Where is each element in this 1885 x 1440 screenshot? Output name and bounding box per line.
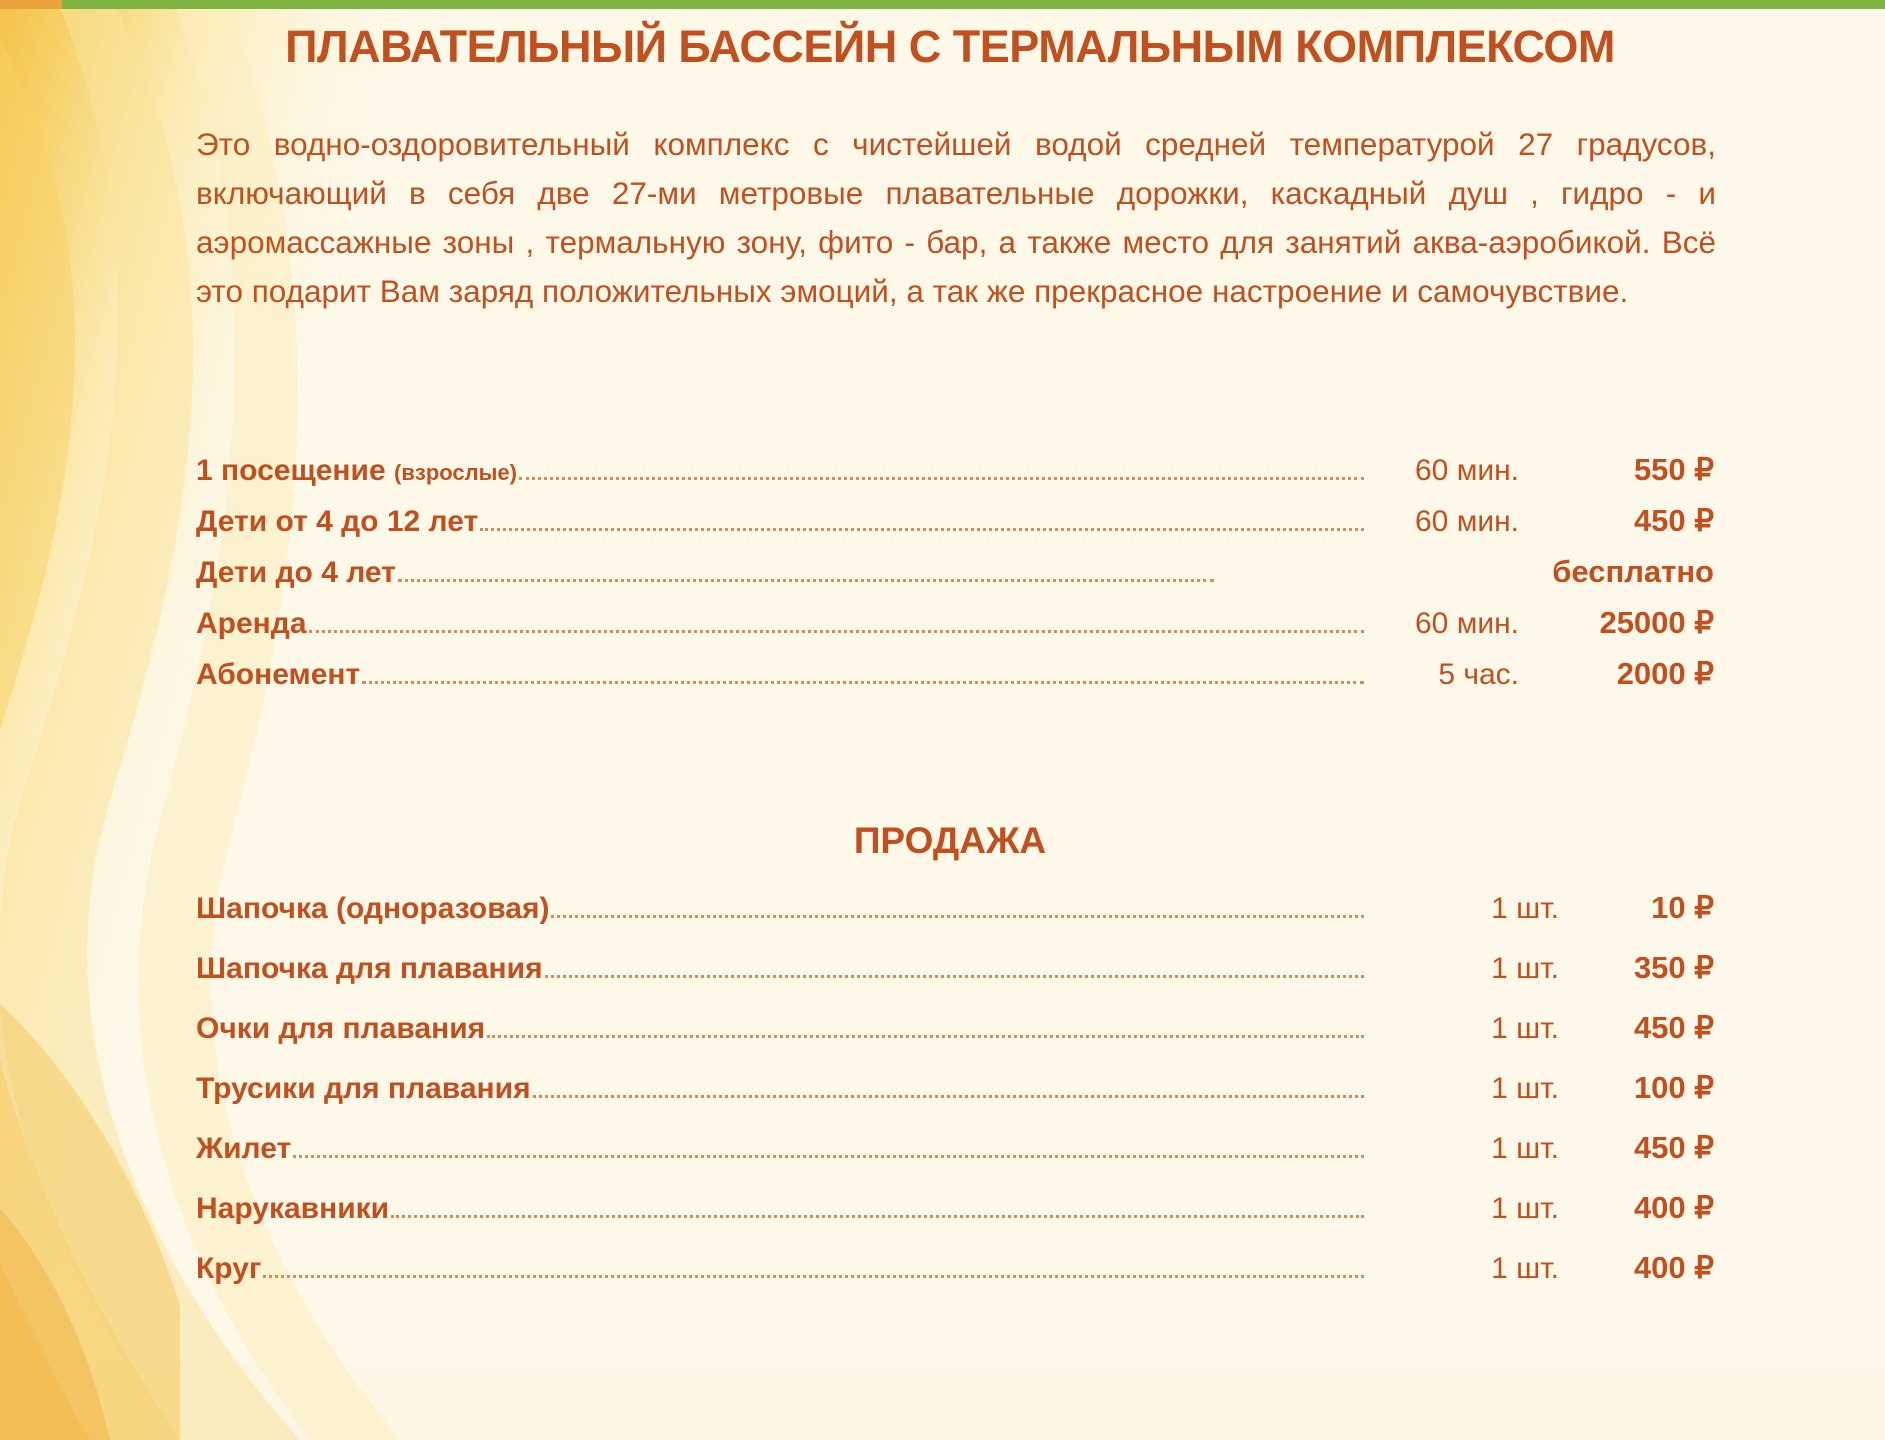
item-price: 10 ₽ <box>1651 890 1714 925</box>
service-duration: 60 мин. <box>1415 505 1519 538</box>
table-row <box>196 656 1714 692</box>
service-duration: 5 час. <box>1438 658 1519 691</box>
item-name: Нарукавники <box>196 1192 390 1225</box>
dot-leader <box>398 578 1214 582</box>
intro-paragraph: Это водно-оздоровительный комплекс с чистейшей водой средней температурой 27 градусов, включающий в себя две 27-ми метровые плавательные дорожки, каскадный душ , гидро - и аэромассажные зоны , термальную зону, фито - бар, а также место для занятий аква-аэробикой. Всё это подарит Вам заряд положительных эмоций, а так же прекрасное настроение и самочувствие. <box>196 126 1716 309</box>
item-qty: 1 шт. <box>1491 1132 1559 1165</box>
service-price: 25000 ₽ <box>1599 605 1714 640</box>
table-row <box>196 503 1714 539</box>
table-row <box>196 554 1714 590</box>
service-price: 2000 ₽ <box>1616 656 1714 691</box>
dot-leader <box>545 974 1364 978</box>
item-price: 100 ₽ <box>1633 1070 1714 1105</box>
table-row <box>196 1130 1714 1166</box>
table-row <box>196 1070 1714 1106</box>
dot-leader <box>391 1214 1364 1218</box>
item-price: 450 ₽ <box>1633 1010 1714 1045</box>
table-row <box>196 605 1714 641</box>
dot-leader <box>533 1094 1364 1098</box>
service-name: Абонемент <box>196 658 361 691</box>
table-row <box>196 1190 1714 1226</box>
services-price-list <box>196 452 1714 707</box>
service-name: Дети от 4 до 12 лет <box>196 505 479 538</box>
item-name: Шапочка для плавания <box>196 952 543 985</box>
dot-leader <box>551 914 1364 918</box>
table-row <box>196 1010 1714 1046</box>
table-row <box>196 950 1714 986</box>
item-qty: 1 шт. <box>1491 952 1559 985</box>
service-price: бесплатно <box>1552 554 1714 589</box>
item-price: 400 ₽ <box>1633 1190 1714 1225</box>
page-title: ПЛАВАТЕЛЬНЫЙ БАССЕЙН С ТЕРМАЛЬНЫМ КОМПЛЕКСОМ <box>285 21 1615 72</box>
item-qty: 1 шт. <box>1491 1192 1559 1225</box>
service-note: (взрослые) <box>394 460 517 485</box>
service-duration: 60 мин. <box>1415 454 1519 487</box>
service-duration: 60 мин. <box>1415 607 1519 640</box>
service-price: 550 ₽ <box>1633 452 1714 487</box>
item-name: Круг <box>196 1252 262 1285</box>
dot-leader <box>480 527 1364 531</box>
sale-items-list <box>196 890 1714 1310</box>
table-row <box>196 1250 1714 1286</box>
item-qty: 1 шт. <box>1491 1012 1559 1045</box>
item-price: 450 ₽ <box>1633 1130 1714 1165</box>
service-name: Дети до 4 лет <box>196 556 396 589</box>
dot-leader <box>362 680 1364 684</box>
service-price: 450 ₽ <box>1633 503 1714 538</box>
dot-leader <box>487 1034 1364 1038</box>
item-price: 400 ₽ <box>1633 1250 1714 1285</box>
item-qty: 1 шт. <box>1491 1252 1559 1285</box>
table-row <box>196 890 1714 926</box>
dot-leader <box>519 476 1364 480</box>
item-name: Шапочка (одноразовая) <box>196 892 550 925</box>
dot-leader <box>293 1154 1364 1158</box>
service-name: 1 посещение (взрослые) <box>196 454 517 487</box>
item-name: Жилет <box>196 1132 292 1165</box>
table-row <box>196 452 1714 488</box>
dot-leader <box>263 1274 1364 1278</box>
item-qty: 1 шт. <box>1491 1072 1559 1105</box>
item-price: 350 ₽ <box>1633 950 1714 985</box>
dot-leader <box>309 629 1364 633</box>
section-title-sale: ПРОДАЖА <box>853 820 1047 861</box>
item-name: Трусики для плавания <box>196 1072 531 1105</box>
item-name: Очки для плавания <box>196 1012 486 1045</box>
item-qty: 1 шт. <box>1491 892 1559 925</box>
service-name: Аренда <box>196 607 307 640</box>
